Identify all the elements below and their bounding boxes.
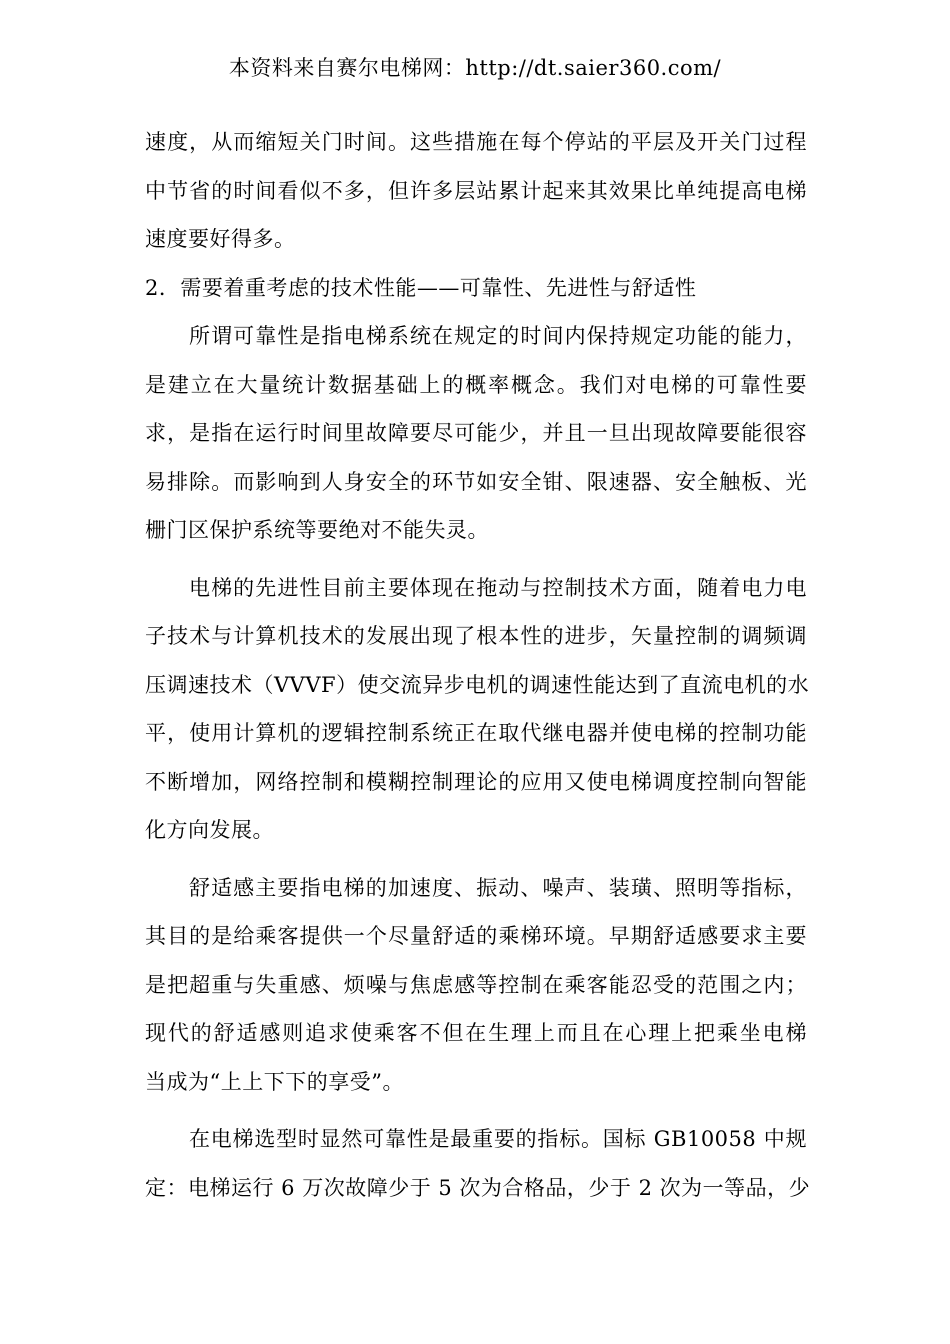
text-line: 平，使用计算机的逻辑控制系统正在取代继电器并使电梯的控制功能 xyxy=(145,721,807,745)
paragraph-comfort xyxy=(145,864,807,1107)
text-line: 当成为“上上下下的享受”。 xyxy=(145,1069,404,1094)
text-line: 所谓可靠性是指电梯系统在规定的时间内保持规定功能的能力， xyxy=(189,324,807,348)
text-line: 是建立在大量统计数据基础上的概率概念。我们对电梯的可靠性要 xyxy=(145,372,807,397)
text-line: 求，是指在运行时间里故障要尽可能少，并且一旦出现故障要能很容 xyxy=(145,421,807,445)
text-line: 压调速技术（VVVF）使交流异步电机的调速性能达到了直流电机的水 xyxy=(145,672,810,697)
text-line: 是把超重与失重感、烦噪与焦虑感等控制在乘客能忍受的范围之内； xyxy=(145,972,807,997)
text-line: 其目的是给乘客提供一个尽量舒适的乘梯环境。早期舒适感要求主要 xyxy=(145,924,807,948)
paragraph-continuation xyxy=(145,118,807,264)
text-line: 速度，从而缩短关门时间。这些措施在每个停站的平层及开关门过程 xyxy=(145,130,807,154)
section-heading: 2．需要着重考虑的技术性能——可靠性、先进性与舒适性 xyxy=(145,275,697,300)
text-line: 定：电梯运行 6 万次故障少于 5 次为合格品，少于 2 次为一等品，少 xyxy=(145,1175,811,1200)
paragraph-selection xyxy=(145,1115,811,1212)
document-body xyxy=(145,118,811,1212)
text-line: 子技术与计算机技术的发展出现了根本性的进步，矢量控制的调频调 xyxy=(145,624,807,648)
text-line: 化方向发展。 xyxy=(145,818,274,842)
text-line: 现代的舒适感则追求使乘客不但在生理上而且在心理上把乘坐电梯 xyxy=(145,1021,807,1045)
page-header-source: 本资料来自赛尔电梯网：http://dt.saier360.com/ xyxy=(228,56,722,80)
text-line: 不断增加，网络控制和模糊控制理论的应用又使电梯调度控制向智能 xyxy=(145,769,807,794)
text-line: 易排除。而影响到人身安全的环节如安全钳、限速器、安全触板、光 xyxy=(145,469,807,494)
text-line: 电梯的先进性目前主要体现在拖动与控制技术方面，随着电力电 xyxy=(189,575,807,600)
paragraph-reliability xyxy=(145,312,807,555)
text-line: 在电梯选型时显然可靠性是最重要的指标。国标 GB10058 中规 xyxy=(189,1127,807,1151)
text-line: 舒适感主要指电梯的加速度、振动、噪声、装璜、照明等指标， xyxy=(189,875,807,900)
paragraph-advancement xyxy=(145,564,810,855)
text-line: 速度要好得多。 xyxy=(145,227,296,251)
text-line: 栅门区保护系统等要绝对不能失灵。 xyxy=(145,518,489,542)
text-line: 中节省的时间看似不多，但许多层站累计起来其效果比单纯提高电梯 xyxy=(145,178,807,203)
